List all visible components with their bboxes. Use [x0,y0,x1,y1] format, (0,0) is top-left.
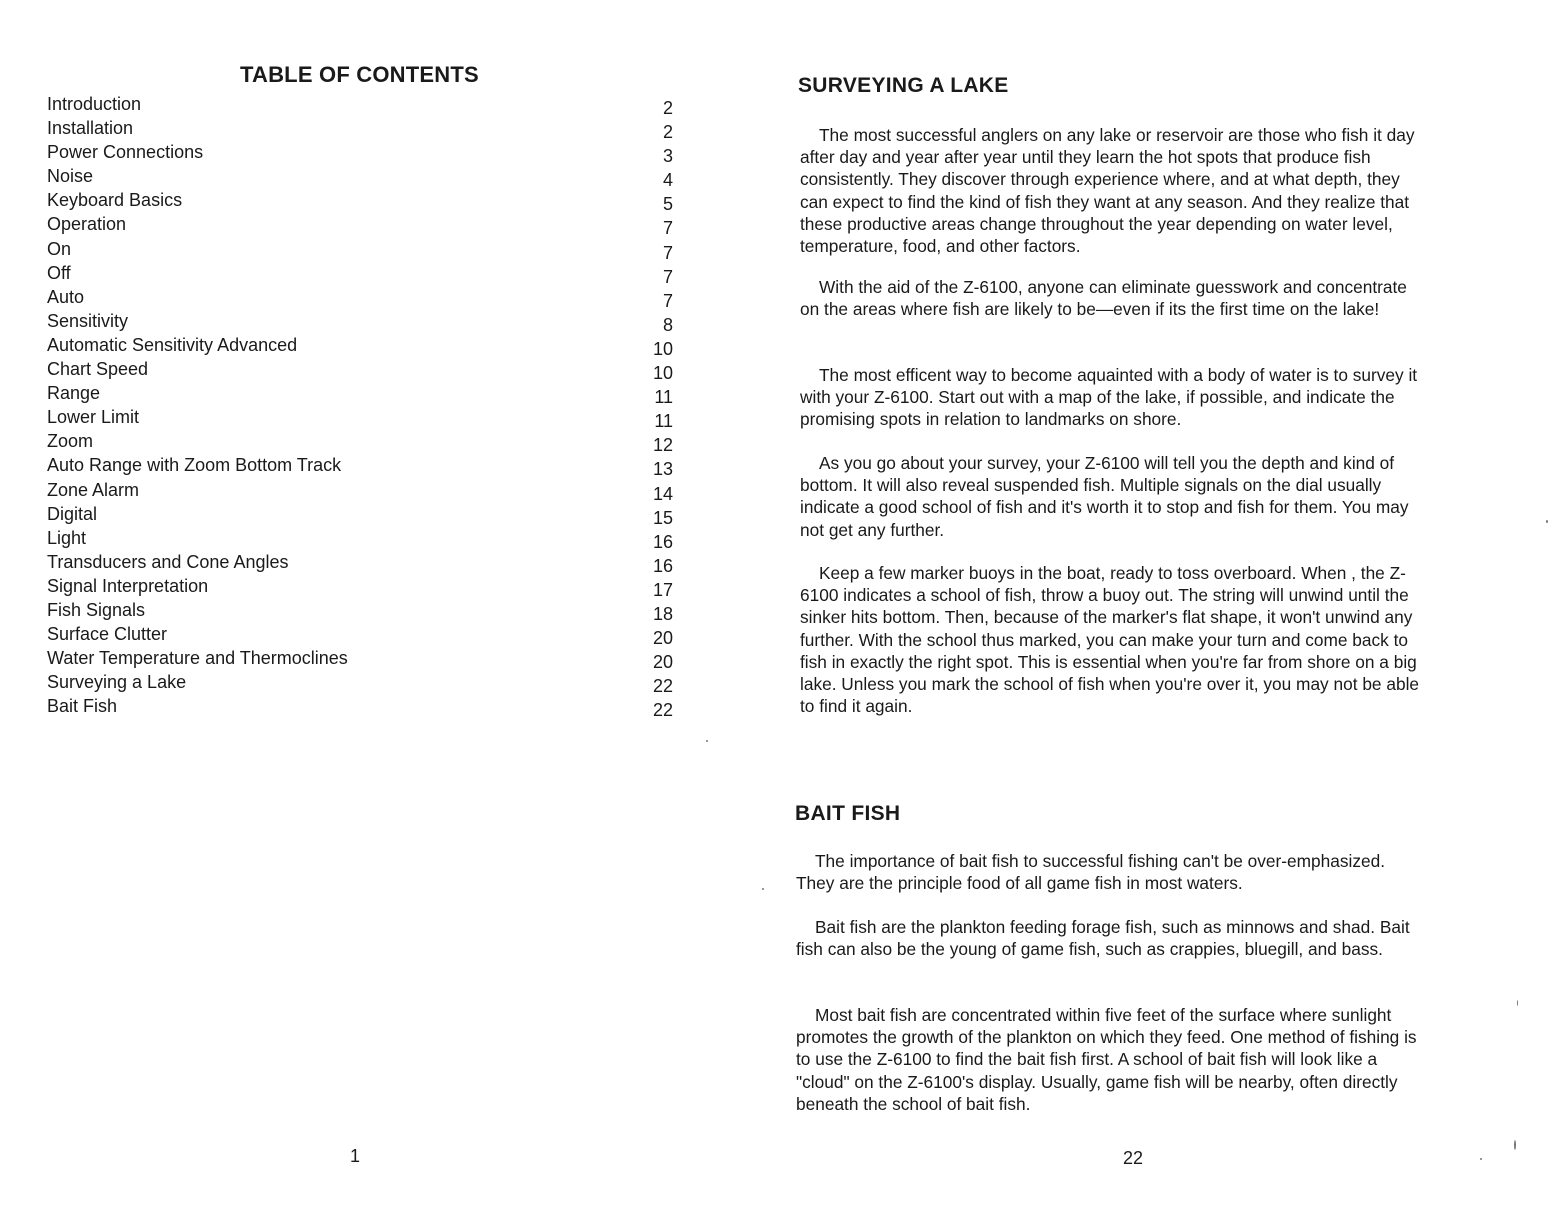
toc-entry-title: Transducers and Cone Angles [47,551,289,572]
toc-entry [47,622,677,649]
scan-speck [1517,1000,1518,1006]
surveying-paragraph: Keep a few marker buoys in the boat, ready to toss overboard. When , the Z-6100 indicates a school of fish, throw a buoy out. The string will unwind until the sinker hits bottom. Then, because of the marker's flat shape, it won't unwind any further. With the school thus marked, you can make your turn and come back to fish in exactly the right spot. This is essential when you're far from shore on a big lake. Unless you mark the school of fish when you're over it, you may not be able to find it again. [800,563,1420,717]
toc-entry-page: 2 [662,122,673,143]
toc-entry-page: 11 [654,411,673,432]
toc-entry-page: 18 [652,603,673,624]
bait-fish-heading: BAIT FISH [795,802,901,825]
toc-entry-title: Auto Range with Zoom Bottom Track [47,455,342,476]
toc-entry-title: Keyboard Basics [47,190,183,211]
toc-entry-title: Surveying a Lake [47,672,187,693]
toc-entry-title: Off [47,262,71,283]
toc-entry [47,116,677,143]
toc-entry [47,453,677,480]
toc-entry-page: 22 [652,676,673,697]
toc-entry-title: On [47,238,72,259]
scan-speck [762,888,764,890]
right-page [760,0,1566,1222]
toc-entry-title: Zoom [47,431,94,452]
surveying-paragraph: With the aid of the Z-6100, anyone can eliminate guesswork and concentrate on the areas where fish are likely to be—even if its the first time on the lake! [800,277,1407,320]
toc-entry-page: 7 [662,290,673,311]
toc-entry [47,285,677,309]
surveying-paragraph: As you go about your survey, your Z-6100 will tell you the depth and kind of bottom. It will also reveal suspended fish. Multiple signals on the dial usually indicate a good school of fish and it's worth it to stop and fish for them. You may not get any further. [800,453,1409,540]
toc-list [47,92,677,721]
toc-entry-page: 5 [662,194,673,215]
toc-entry [47,550,677,574]
toc-entry-page: 15 [652,507,673,528]
toc-entry [47,598,677,622]
toc-entry-page: 20 [652,652,673,673]
toc-entry [47,670,677,697]
toc-entry-title: Water Temperature and Thermoclines [47,648,348,669]
toc-entry-title: Auto [47,286,85,307]
scan-speck [706,740,708,742]
toc-entry-page: 7 [662,242,673,263]
toc-entry-title: Automatic Sensitivity Advanced [47,334,298,355]
toc-entry-page: 20 [652,628,673,649]
toc-entry-page: 7 [662,266,673,287]
toc-entry-page: 17 [652,579,673,600]
toc-entry [47,212,677,239]
toc-title: TABLE OF CONTENTS [240,62,479,87]
left-page-number: 1 [350,1146,361,1166]
bait-fish-paragraph: Bait fish are the plankton feeding forage fish, such as minnows and shad. Bait fish can also be the young of game fish, such as crappies, bluegill, and bass. [796,917,1410,960]
toc-entry-page: 16 [652,555,673,576]
toc-entry [47,429,677,456]
toc-entry-title: Chart Speed [47,359,149,380]
toc-entry-page: 14 [652,483,673,504]
toc-entry-page: 22 [652,700,673,721]
toc-entry [47,261,677,285]
toc-entry [47,237,677,261]
toc-entry-page: 10 [652,363,673,384]
toc-entry-page: 4 [662,170,673,191]
toc-entry [47,405,677,432]
toc-entry-title: Range [47,383,101,404]
toc-entry-page: 10 [652,338,673,359]
toc-entry-title: Power Connections [47,142,204,163]
toc-entry-page: 8 [662,314,673,335]
toc-entry [47,478,677,502]
toc-entry-page: 11 [654,387,673,408]
toc-entry [47,333,677,357]
toc-entry [47,526,677,550]
toc-entry-title: Bait Fish [47,696,118,717]
toc-entry-title: Lower Limit [47,407,140,428]
surveying-paragraph: The most efficent way to become aquainted with a body of water is to survey it with your Z-6100. Start out with a map of the lake, if possible, and indicate the promising spots in relation to landmarks on shore. [800,365,1418,430]
toc-entry [47,164,677,191]
toc-entry-title: Installation [47,118,134,139]
toc-entry-title: Digital [47,503,98,524]
toc-entry-title: Operation [47,214,127,235]
toc-entry-page: 2 [662,98,673,118]
toc-entry [47,188,677,215]
toc-entry [47,309,677,333]
toc-entry-page: 7 [662,218,673,239]
toc-entry-title: Signal Interpretation [47,575,209,596]
toc-entry-title: Light [47,527,87,548]
scan-speck [1514,1140,1516,1150]
surveying-heading: SURVEYING A LAKE [798,74,1009,97]
toc-entry [47,381,677,408]
toc-entry-title: Fish Signals [47,599,146,620]
toc-entry [47,694,677,721]
toc-entry-title: Zone Alarm [47,479,140,500]
toc-entry [47,646,677,673]
toc-entry-title: Sensitivity [47,310,129,331]
toc-entry-page: 12 [652,435,673,456]
right-page-number: 22 [1123,1148,1144,1168]
toc-entry-page: 3 [662,146,673,167]
toc-entry-page: 13 [652,459,673,480]
bait-fish-paragraph: Most bait fish are concentrated within five feet of the surface where sunlight promotes the growth of the plankton on which they feed. One method of fishing is to use the Z-6100 to find the bait fish first. A school of bait fish will look like a "cloud" on the Z-6100's display. Usually, game fish will be nearby, often directly beneath the school of bait fish. [796,1005,1417,1114]
surveying-paragraph: The most successful anglers on any lake or reservoir are those who fish it day after day and year after year until they learn the hot spots that produce fish consistently. They discover through experience where, and at what depth, they can expect to find the kind of fish they want at any season. And they realize that these productive areas change throughout the year depending on water level, temperature, food, and other factors. [800,125,1415,257]
bait-fish-paragraph: The importance of bait fish to successful fishing can't be over-emphasized. They are the principle food of all game fish in most waters. [796,851,1386,894]
toc-entry [47,574,677,598]
left-page [0,0,760,1222]
toc-entry-title: Introduction [47,94,142,114]
scan-speck [1546,520,1548,523]
toc-entry [47,357,677,384]
toc-entry [47,140,677,167]
toc-entry-page: 16 [652,531,673,552]
scan-speck [1480,1158,1482,1160]
toc-entry-title: Surface Clutter [47,624,168,645]
toc-entry-title: Noise [47,166,94,187]
toc-entry [47,92,677,116]
toc-entry [47,502,677,526]
